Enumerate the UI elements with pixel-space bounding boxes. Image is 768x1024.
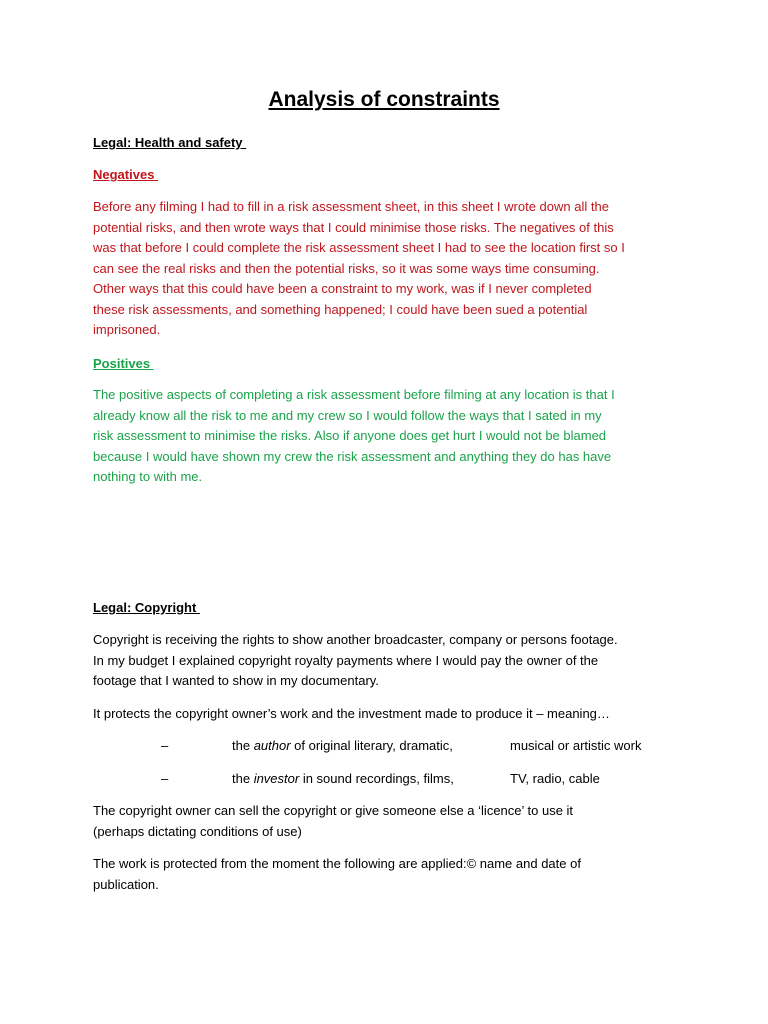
paragraph-line: The positive aspects of completing a risk assessment before filming at any location is that I	[93, 387, 615, 402]
bullet-emphasis: author	[253, 738, 291, 753]
bullet-dash: –	[161, 771, 169, 786]
paragraph-line: Other ways that this could have been a constraint to my work, was if I never completed	[93, 281, 592, 296]
bullet-text	[232, 736, 453, 756]
paragraph-line: footage that I wanted to show in my documentary.	[93, 673, 379, 688]
paragraph-line: because I would have shown my crew the risk assessment and anything they do has have	[93, 448, 612, 464]
bullet-dash: –	[161, 738, 169, 753]
paragraph-line: was that before I could complete the risk assessment sheet I had to see the location first so I	[93, 240, 625, 255]
section-heading-copyright: Legal: Copyright	[93, 600, 200, 615]
paragraph-line: The work is protected from the moment the following are applied:© name and date of	[93, 856, 581, 871]
paragraph-line: potential risks, and then wrote ways that I could minimise those risks. The negatives of this	[93, 219, 614, 235]
paragraph-line: Copyright is receiving the rights to show another broadcaster, company or persons footage.	[93, 632, 618, 647]
copyright-paragraph-3	[93, 801, 683, 842]
paragraph-line: publication.	[93, 876, 159, 892]
section-heading-health-safety: Legal: Health and safety	[93, 135, 247, 150]
bullet-emphasis: investor	[253, 771, 300, 786]
bullet-text-pre: the	[232, 771, 254, 786]
paragraph-line: imprisoned.	[93, 322, 161, 337]
paragraph-line: In my budget I explained copyright royalty payments where I would pay the owner of the	[93, 652, 599, 668]
paragraph-line: nothing to with me.	[93, 469, 203, 484]
bullet-text-col3: musical or artistic work	[510, 738, 642, 753]
copyright-paragraph-1	[93, 630, 683, 692]
bullet-text-post: of original literary, dramatic,	[290, 738, 453, 753]
bullet-text-pre: the	[232, 738, 254, 753]
bullet-item	[0, 769, 768, 789]
paragraph-line: (perhaps dictating conditions of use)	[93, 823, 302, 839]
negatives-heading: Negatives	[93, 167, 159, 182]
copyright-paragraph-4	[93, 854, 683, 895]
copyright-paragraph-2	[93, 704, 683, 725]
paragraph-line: Before any filming I had to fill in a risk assessment sheet, in this sheet I wrote down all the	[93, 199, 609, 214]
bullet-text	[232, 769, 454, 789]
paragraph-line: already know all the risk to me and my crew so I would follow the ways that I sated in my	[93, 407, 602, 423]
bullet-text-col3: TV, radio, cable	[510, 771, 600, 786]
paragraph-line: It protects the copyright owner’s work and the investment made to produce it – meaning…	[93, 706, 610, 721]
bullet-item	[0, 736, 768, 756]
negatives-paragraph	[93, 197, 683, 341]
paragraph-line: can see the real risks and then the potential risks, so it was some ways time consuming.	[93, 260, 600, 276]
positives-paragraph	[93, 385, 683, 488]
paragraph-line: The copyright owner can sell the copyright or give someone else a ‘licence’ to use it	[93, 803, 574, 818]
paragraph-line: risk assessment to minimise the risks. Also if anyone does get hurt I would not be blamed	[93, 428, 607, 443]
paragraph-line: these risk assessments, and something happened; I could have been sued a potential	[93, 301, 588, 317]
page-title: Analysis of constraints	[268, 88, 500, 111]
bullet-text-post: in sound recordings, films,	[299, 771, 454, 786]
positives-heading: Positives	[93, 356, 154, 371]
